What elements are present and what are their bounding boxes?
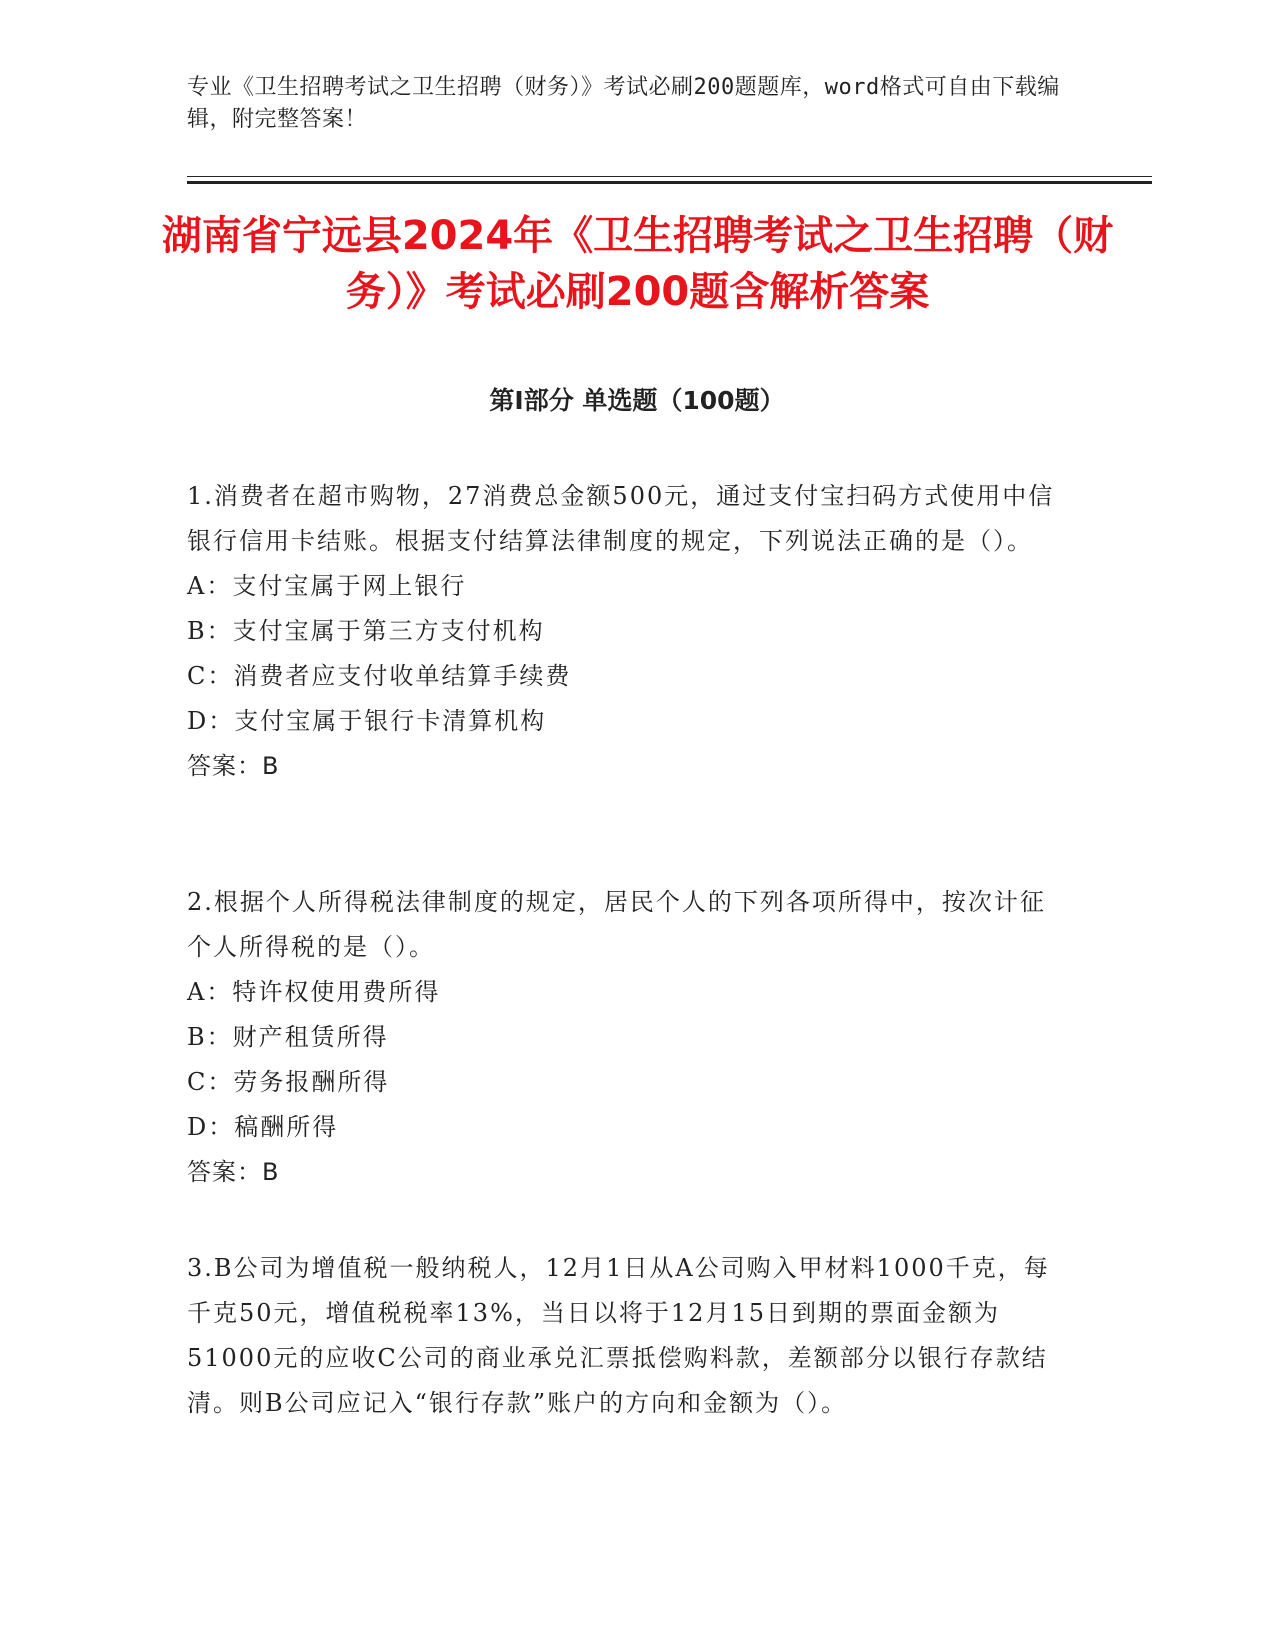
question-stem: 1.消费者在超市购物，27消费总金额500元，通过支付宝扫码方式使用中信银行信用卡结账。根据支付结算法律制度的规定，下列说法正确的是（）。	[187, 482, 1055, 555]
answer-line: 答案：B	[187, 752, 280, 780]
option-d: D：支付宝属于银行卡清算机构	[187, 707, 547, 735]
option-c: C：消费者应支付收单结算手续费	[187, 662, 572, 690]
option-c: C：劳务报酬所得	[187, 1068, 390, 1096]
question-stem: 3.B公司为增值税一般纳税人，12月1日从A公司购入甲材料1000千克，每千克50元，增值税税率13%，当日以将于12月15日到期的票面金额为51000元的应收C公司的商业承兑汇票抵偿购料款，差额部分以银行存款结清。则B公司应记入“银行存款”账户的方向和金额为（）。	[187, 1254, 1050, 1417]
header-divider-thin	[187, 176, 1152, 177]
option-a: A：特许权使用费所得	[187, 978, 441, 1006]
option-b: B：财产租赁所得	[187, 1023, 389, 1051]
header-note: 专业《卫生招聘考试之卫生招聘（财务）》考试必刷200题题库，word格式可自由下载编辑，附完整答案！	[187, 75, 1060, 132]
document-title: 湖南省宁远县2024年《卫生招聘考试之卫生招聘（财务）》考试必刷200题含解析答案	[161, 213, 1114, 315]
answer-line: 答案：B	[187, 1158, 280, 1186]
section-title: 第I部分 单选题（100题）	[489, 386, 785, 415]
option-d: D：稿酬所得	[187, 1113, 339, 1141]
header-divider-thick	[187, 181, 1152, 184]
question-stem: 2.根据个人所得税法律制度的规定，居民个人的下列各项所得中，按次计征个人所得税的是（）。	[187, 888, 1046, 961]
option-b: B：支付宝属于第三方支付机构	[187, 617, 545, 645]
question-2	[187, 880, 1067, 1195]
question-3	[187, 1246, 1067, 1426]
option-a: A：支付宝属于网上银行	[187, 572, 467, 600]
question-1	[187, 474, 1067, 789]
